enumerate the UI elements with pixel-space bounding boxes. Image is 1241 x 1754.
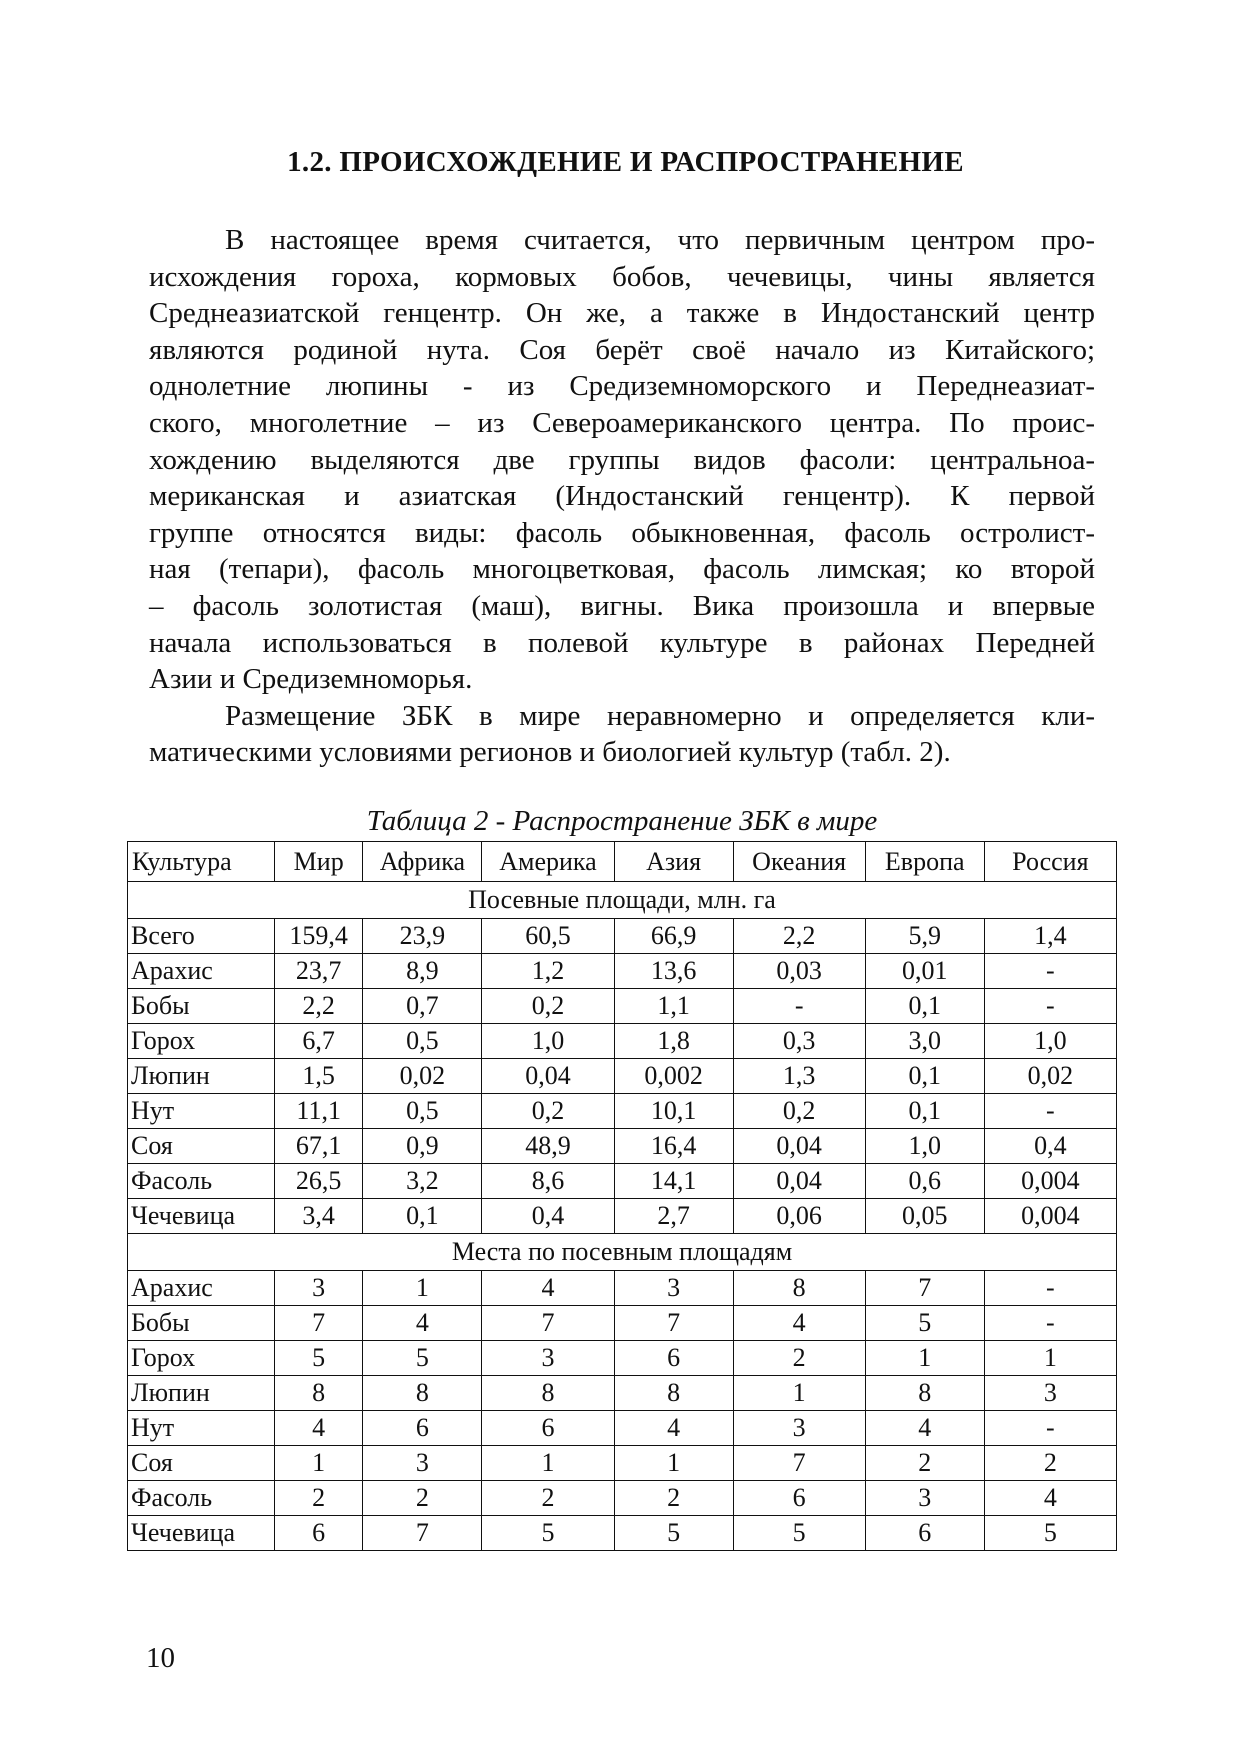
value-cell: 23,9 xyxy=(363,919,482,954)
value-cell: 8 xyxy=(482,1376,614,1411)
text-line: являются родиной нута. Соя берёт своё начало из Китайского; xyxy=(149,333,1095,366)
value-cell: 7 xyxy=(614,1306,733,1341)
value-cell: 3 xyxy=(482,1341,614,1376)
value-cell: 5 xyxy=(865,1306,984,1341)
value-cell: 2 xyxy=(984,1446,1116,1481)
value-cell: 1 xyxy=(363,1271,482,1306)
value-cell: 8 xyxy=(733,1271,865,1306)
text-line: ная (тепари), фасоль многоцветковая, фасоль лимская; ко второй xyxy=(149,553,1095,586)
value-cell: 3,4 xyxy=(274,1199,363,1234)
crop-name-cell: Люпин xyxy=(128,1059,275,1094)
value-cell: - xyxy=(984,1094,1116,1129)
crop-name-cell: Горох xyxy=(128,1341,275,1376)
value-cell: 8 xyxy=(865,1376,984,1411)
value-cell: 6 xyxy=(363,1411,482,1446)
value-cell: 0,9 xyxy=(363,1129,482,1164)
value-cell: 5 xyxy=(984,1516,1116,1551)
value-cell: 0,02 xyxy=(363,1059,482,1094)
value-cell: 1 xyxy=(733,1376,865,1411)
value-cell: 0,2 xyxy=(482,989,614,1024)
value-cell: 0,05 xyxy=(865,1199,984,1234)
value-cell: 23,7 xyxy=(274,954,363,989)
text-line: начала использоваться в полевой культуре в районах Передней xyxy=(149,626,1095,659)
table-row xyxy=(128,1516,1117,1551)
value-cell: 5 xyxy=(733,1516,865,1551)
value-cell: 26,5 xyxy=(274,1164,363,1199)
column-header: Европа xyxy=(865,842,984,882)
value-cell: 0,004 xyxy=(984,1164,1116,1199)
table-row xyxy=(128,1059,1117,1094)
value-cell: 0,1 xyxy=(363,1199,482,1234)
value-cell: 8 xyxy=(274,1376,363,1411)
text-line: матическими условиями регионов и биологией культур (табл. 2). xyxy=(149,736,951,769)
value-cell: 0,1 xyxy=(865,1059,984,1094)
value-cell: 0,1 xyxy=(865,989,984,1024)
value-cell: 1,2 xyxy=(482,954,614,989)
value-cell: 5 xyxy=(482,1516,614,1551)
text-line: ского, многолетние – из Североамериканского центра. По проис- xyxy=(149,406,1095,439)
section-row xyxy=(128,882,1117,919)
value-cell: 0,04 xyxy=(482,1059,614,1094)
value-cell: 7 xyxy=(733,1446,865,1481)
value-cell: 6 xyxy=(733,1481,865,1516)
value-cell: 0,4 xyxy=(482,1199,614,1234)
value-cell: 0,04 xyxy=(733,1164,865,1199)
distribution-table xyxy=(127,841,1117,1551)
value-cell: - xyxy=(733,989,865,1024)
value-cell: 4 xyxy=(363,1306,482,1341)
table-row xyxy=(128,1199,1117,1234)
value-cell: 7 xyxy=(865,1271,984,1306)
value-cell: 5 xyxy=(274,1341,363,1376)
value-cell: 4 xyxy=(865,1411,984,1446)
crop-name-cell: Всего xyxy=(128,919,275,954)
value-cell: 1 xyxy=(614,1446,733,1481)
value-cell: 1,0 xyxy=(482,1024,614,1059)
value-cell: 13,6 xyxy=(614,954,733,989)
value-cell: - xyxy=(984,1306,1116,1341)
text-line: Среднеазиатской генцентр. Он же, а также в Индостанский центр xyxy=(149,297,1095,330)
table-row xyxy=(128,919,1117,954)
value-cell: 60,5 xyxy=(482,919,614,954)
value-cell: 6 xyxy=(482,1411,614,1446)
value-cell: - xyxy=(984,1411,1116,1446)
text-line: однолетние люпины - из Средиземноморского и Переднеазиат- xyxy=(149,370,1095,403)
value-cell: 7 xyxy=(274,1306,363,1341)
value-cell: 0,002 xyxy=(614,1059,733,1094)
value-cell: 10,1 xyxy=(614,1094,733,1129)
value-cell: 8,9 xyxy=(363,954,482,989)
value-cell: 2,2 xyxy=(274,989,363,1024)
value-cell: 3 xyxy=(363,1446,482,1481)
value-cell: 2 xyxy=(614,1481,733,1516)
table-row xyxy=(128,1024,1117,1059)
value-cell: 5 xyxy=(614,1516,733,1551)
value-cell: 8,6 xyxy=(482,1164,614,1199)
value-cell: 1,1 xyxy=(614,989,733,1024)
table-body xyxy=(128,882,1117,1551)
value-cell: 1,4 xyxy=(984,919,1116,954)
table-row xyxy=(128,1271,1117,1306)
table-row xyxy=(128,1094,1117,1129)
value-cell: 4 xyxy=(984,1481,1116,1516)
column-header: Мир xyxy=(274,842,363,882)
value-cell: 66,9 xyxy=(614,919,733,954)
value-cell: 2 xyxy=(733,1341,865,1376)
crop-name-cell: Чечевица xyxy=(128,1516,275,1551)
table-row xyxy=(128,1306,1117,1341)
value-cell: 6 xyxy=(274,1516,363,1551)
crop-name-cell: Соя xyxy=(128,1129,275,1164)
section-heading: 1.2. ПРОИСХОЖДЕНИЕ И РАСПРОСТРАНЕНИЕ xyxy=(287,146,964,178)
value-cell: 0,02 xyxy=(984,1059,1116,1094)
text-line: Азии и Средиземноморья. xyxy=(149,663,473,696)
value-cell: 16,4 xyxy=(614,1129,733,1164)
value-cell: 2 xyxy=(363,1481,482,1516)
value-cell: 0,03 xyxy=(733,954,865,989)
value-cell: 0,1 xyxy=(865,1094,984,1129)
table-row xyxy=(128,989,1117,1024)
value-cell: 11,1 xyxy=(274,1094,363,1129)
crop-name-cell: Арахис xyxy=(128,1271,275,1306)
paragraph-distribution xyxy=(149,698,1095,771)
value-cell: 0,5 xyxy=(363,1024,482,1059)
value-cell: 14,1 xyxy=(614,1164,733,1199)
value-cell: 2,7 xyxy=(614,1199,733,1234)
value-cell: 4 xyxy=(274,1411,363,1446)
value-cell: 4 xyxy=(614,1411,733,1446)
table-caption: Таблица 2 - Распространение ЗБК в мире xyxy=(366,805,878,837)
value-cell: 48,9 xyxy=(482,1129,614,1164)
text-line: В настоящее время считается, что первичным центром про- xyxy=(225,224,1095,256)
section-title: Посевные площади, млн. га xyxy=(128,882,1117,919)
value-cell: 3,2 xyxy=(363,1164,482,1199)
value-cell: 1,0 xyxy=(865,1129,984,1164)
value-cell: 8 xyxy=(363,1376,482,1411)
value-cell: 0,6 xyxy=(865,1164,984,1199)
value-cell: 1 xyxy=(865,1341,984,1376)
value-cell: 1 xyxy=(274,1446,363,1481)
value-cell: 2 xyxy=(865,1446,984,1481)
value-cell: 1,0 xyxy=(984,1024,1116,1059)
value-cell: 0,2 xyxy=(482,1094,614,1129)
value-cell: 2,2 xyxy=(733,919,865,954)
value-cell: 6 xyxy=(614,1341,733,1376)
table-header-row xyxy=(128,842,1117,882)
value-cell: 0,004 xyxy=(984,1199,1116,1234)
column-header: Россия xyxy=(984,842,1116,882)
text-line: – фасоль золотистая (маш), вигны. Вика произошла и впервые xyxy=(149,589,1095,622)
paragraph-origin xyxy=(149,222,1095,698)
value-cell: 67,1 xyxy=(274,1129,363,1164)
crop-name-cell: Нут xyxy=(128,1411,275,1446)
value-cell: 0,3 xyxy=(733,1024,865,1059)
value-cell: 4 xyxy=(482,1271,614,1306)
value-cell: 0,7 xyxy=(363,989,482,1024)
value-cell: - xyxy=(984,954,1116,989)
value-cell: 7 xyxy=(482,1306,614,1341)
value-cell: 1,5 xyxy=(274,1059,363,1094)
value-cell: 5 xyxy=(363,1341,482,1376)
crop-name-cell: Соя xyxy=(128,1446,275,1481)
crop-name-cell: Арахис xyxy=(128,954,275,989)
table-row xyxy=(128,1341,1117,1376)
value-cell: 8 xyxy=(614,1376,733,1411)
crop-name-cell: Бобы xyxy=(128,1306,275,1341)
crop-name-cell: Бобы xyxy=(128,989,275,1024)
crop-name-cell: Чечевица xyxy=(128,1199,275,1234)
value-cell: 1 xyxy=(984,1341,1116,1376)
value-cell: 0,04 xyxy=(733,1129,865,1164)
value-cell: 0,5 xyxy=(363,1094,482,1129)
table-row xyxy=(128,1129,1117,1164)
column-header: Азия xyxy=(614,842,733,882)
text-line: группе относятся виды: фасоль обыкновенная, фасоль остролист- xyxy=(149,516,1095,549)
value-cell: 7 xyxy=(363,1516,482,1551)
crop-name-cell: Горох xyxy=(128,1024,275,1059)
value-cell: 2 xyxy=(482,1481,614,1516)
value-cell: 3,0 xyxy=(865,1024,984,1059)
value-cell: - xyxy=(984,989,1116,1024)
text-line: мериканская и азиатская (Индостанский генцентр). К первой xyxy=(149,480,1095,513)
table-row xyxy=(128,1164,1117,1199)
value-cell: - xyxy=(984,1271,1116,1306)
value-cell: 3 xyxy=(614,1271,733,1306)
page-number: 10 xyxy=(146,1642,175,1674)
text-line: Размещение ЗБК в мире неравномерно и определяется кли- xyxy=(225,699,1095,732)
value-cell: 3 xyxy=(984,1376,1116,1411)
value-cell: 6 xyxy=(865,1516,984,1551)
value-cell: 5,9 xyxy=(865,919,984,954)
crop-name-cell: Нут xyxy=(128,1094,275,1129)
value-cell: 0,4 xyxy=(984,1129,1116,1164)
value-cell: 6,7 xyxy=(274,1024,363,1059)
value-cell: 3 xyxy=(274,1271,363,1306)
table-row xyxy=(128,1446,1117,1481)
crop-name-cell: Фасоль xyxy=(128,1481,275,1516)
text-line: хождению выделяются две группы видов фасоли: центральноа- xyxy=(149,443,1095,476)
text-line: исхождения гороха, кормовых бобов, чечевицы, чины является xyxy=(149,260,1095,293)
column-header: Культура xyxy=(128,842,275,882)
value-cell: 4 xyxy=(733,1306,865,1341)
column-header: Америка xyxy=(482,842,614,882)
section-row xyxy=(128,1234,1117,1271)
value-cell: 1,8 xyxy=(614,1024,733,1059)
value-cell: 0,2 xyxy=(733,1094,865,1129)
value-cell: 0,01 xyxy=(865,954,984,989)
crop-name-cell: Фасоль xyxy=(128,1164,275,1199)
value-cell: 159,4 xyxy=(274,919,363,954)
table-row xyxy=(128,1376,1117,1411)
value-cell: 0,06 xyxy=(733,1199,865,1234)
body-text xyxy=(149,222,1095,771)
value-cell: 1,3 xyxy=(733,1059,865,1094)
section-title: Места по посевным площадям xyxy=(128,1234,1117,1271)
table-row xyxy=(128,1411,1117,1446)
value-cell: 2 xyxy=(274,1481,363,1516)
value-cell: 3 xyxy=(865,1481,984,1516)
value-cell: 1 xyxy=(482,1446,614,1481)
crop-name-cell: Люпин xyxy=(128,1376,275,1411)
column-header: Африка xyxy=(363,842,482,882)
table-row xyxy=(128,954,1117,989)
value-cell: 3 xyxy=(733,1411,865,1446)
column-header: Океания xyxy=(733,842,865,882)
table-row xyxy=(128,1481,1117,1516)
